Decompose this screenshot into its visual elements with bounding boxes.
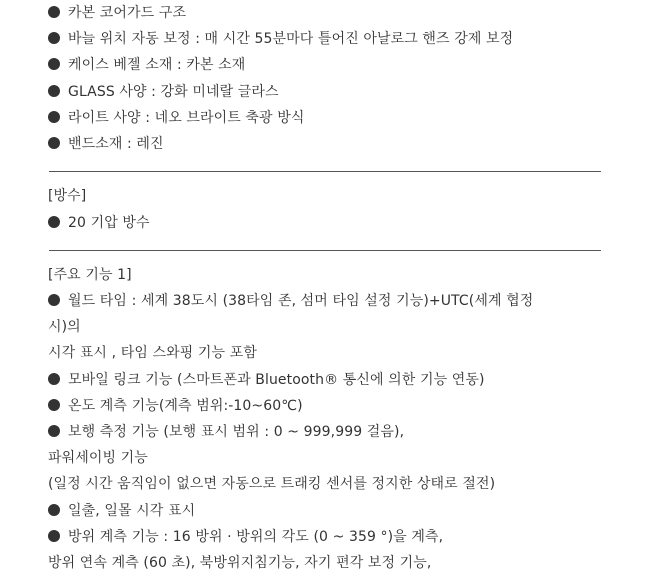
divider-rule (49, 250, 601, 251)
line-text: 밴드소재 : 레진 (68, 135, 164, 152)
text-line (48, 445, 638, 471)
line-text: 방위 계측 기능 : 16 방위 · 방위의 각도 (0 ~ 359 °)을 계측, (68, 528, 444, 545)
line-text: [주요 기능 1] (48, 266, 132, 283)
bullet-icon (48, 58, 60, 70)
line-text: 방위 연속 계측 (60 초), 북방위지침기능, 자기 편각 보정 기능, (48, 554, 432, 571)
bullet-line (48, 419, 638, 445)
line-text: 카본 코어가드 구조 (68, 5, 187, 21)
line-text: [방수] (48, 188, 87, 205)
line-text: 바늘 위치 자동 보정 : 매 시간 55분마다 틀어진 아날로그 핸즈 강제 보정 (68, 31, 514, 48)
line-text: 라이트 사양 : 네오 브라이트 축광 방식 (68, 109, 305, 126)
bullet-icon (48, 530, 60, 542)
bullet-line (48, 393, 638, 419)
line-text: 시각 표시 , 타임 스와핑 기능 포함 (48, 345, 257, 362)
line-text: GLASS 사양 : 강화 미네랄 글라스 (68, 83, 279, 100)
divider-rule (49, 171, 601, 172)
text-line (48, 340, 638, 366)
bullet-line (48, 131, 638, 157)
bullet-icon (48, 425, 60, 437)
bullet-icon (48, 373, 60, 385)
line-text: 시)의 (48, 319, 81, 336)
section-divider (48, 236, 638, 262)
bullet-icon (48, 32, 60, 44)
line-text: 케이스 베젤 소재 : 카본 소재 (68, 57, 246, 74)
line-text: 온도 계측 기능(계측 범위:-10~60℃) (68, 397, 303, 414)
bullet-icon (48, 504, 60, 516)
line-text: 모바일 링크 기능 (스마트폰과 Bluetooth® 통신에 의한 기능 연동) (68, 371, 485, 388)
bullet-icon (48, 294, 60, 306)
line-text: 일출, 일몰 시각 표시 (68, 502, 196, 519)
section-divider (48, 157, 638, 183)
bullet-line (48, 26, 638, 52)
bullet-line (48, 0, 638, 26)
bullet-icon (48, 216, 60, 228)
bullet-line (48, 498, 638, 524)
bullet-line (48, 79, 638, 105)
text-line (48, 183, 638, 209)
bullet-icon (48, 399, 60, 411)
bullet-icon (48, 6, 60, 18)
bullet-line (48, 210, 638, 236)
bullet-line (48, 288, 638, 314)
text-line (48, 314, 638, 340)
spec-document (48, 0, 638, 576)
bullet-icon (48, 85, 60, 97)
text-line (48, 471, 638, 497)
line-text: 월드 타임 : 세계 38도시 (38타임 존, 섬머 타임 설정 기능)+UTC(세계 협정 (68, 293, 534, 310)
bullet-line (48, 367, 638, 393)
text-line (48, 550, 638, 576)
text-line (48, 262, 638, 288)
line-text: 파워세이빙 기능 (48, 450, 148, 467)
bullet-icon (48, 111, 60, 123)
line-text: (일정 시간 움직임이 없으면 자동으로 트래킹 센서를 정지한 상태로 절전) (48, 476, 496, 493)
line-text: 20 기압 방수 (68, 214, 150, 231)
bullet-line (48, 52, 638, 78)
bullet-icon (48, 137, 60, 149)
bullet-line (48, 524, 638, 550)
line-text: 보행 측정 기능 (보행 표시 범위 : 0 ~ 999,999 걸음), (68, 424, 405, 440)
bullet-line (48, 105, 638, 131)
